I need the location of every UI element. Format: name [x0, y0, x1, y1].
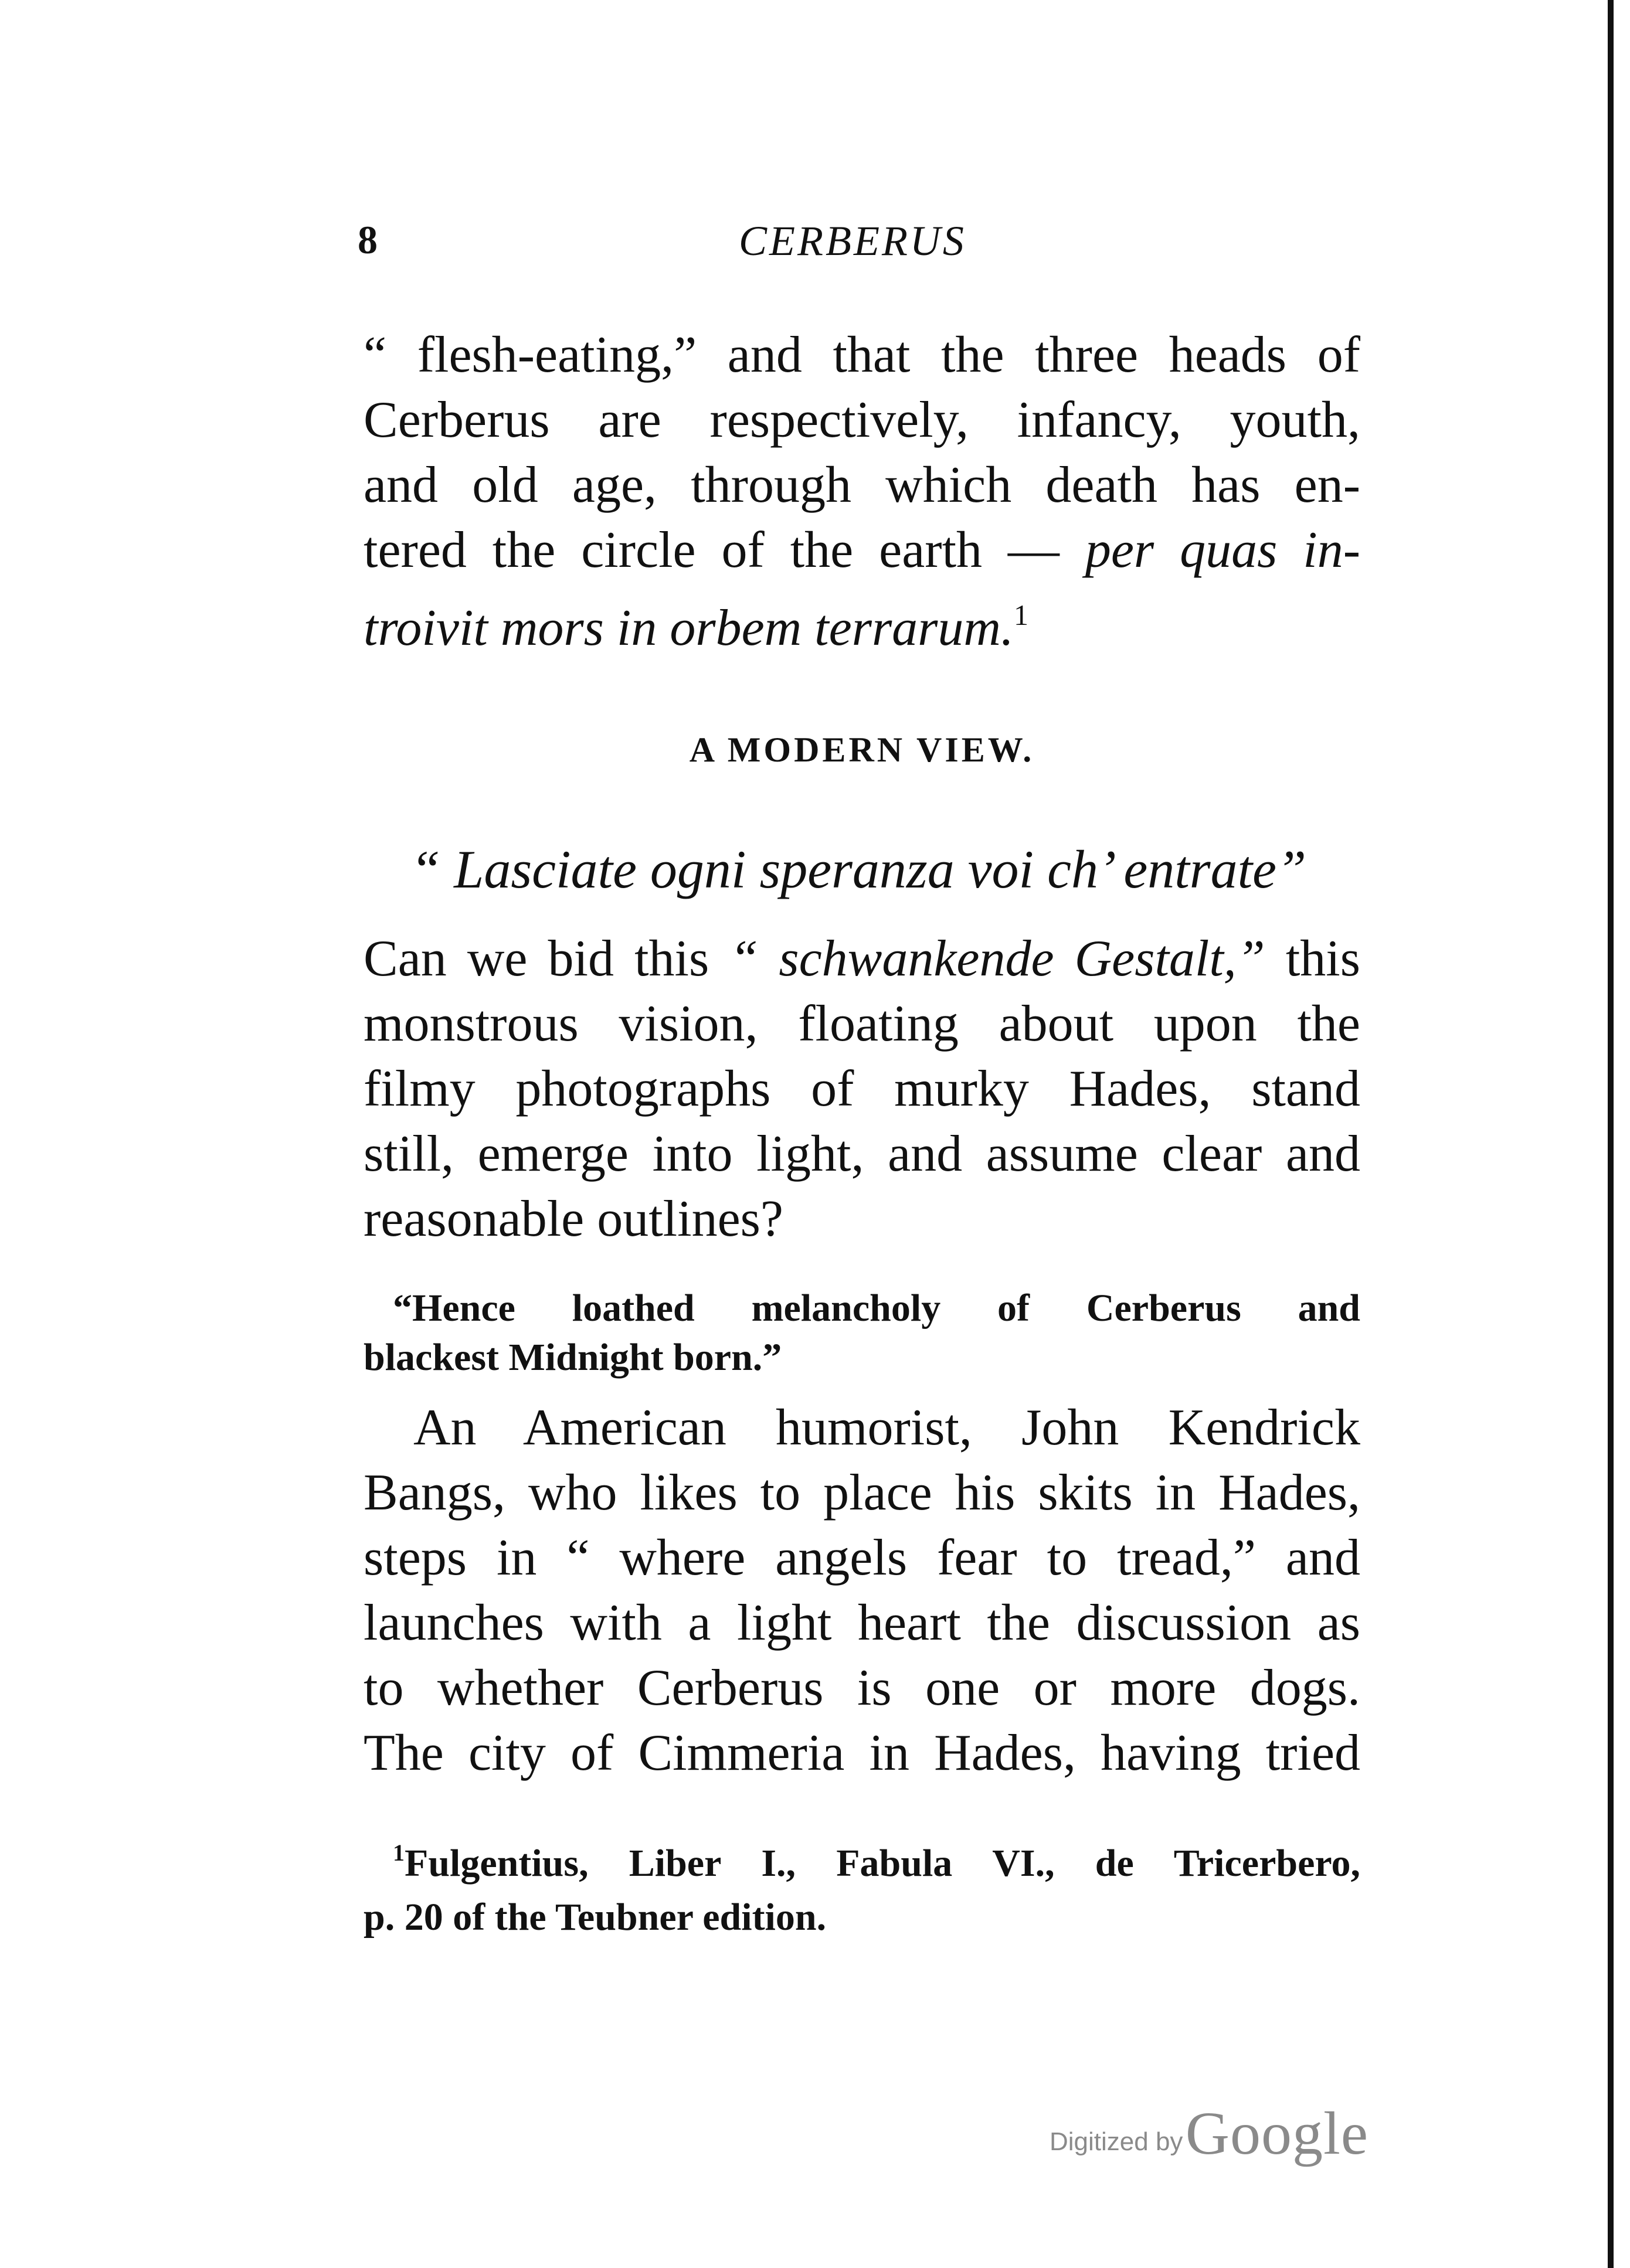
text-line: steps in “ where angels fear to tread,” and: [364, 1529, 1360, 1586]
latin-phrase: troivit mors in orbem terrarum.: [364, 600, 1014, 657]
text-line: The city of Cimmeria in Hades, having tried: [364, 1725, 1360, 1781]
footnote: [364, 1826, 1360, 1944]
page-number: 8: [358, 217, 378, 262]
quote-line: “Hence loathed melancholy of Cerberus and: [393, 1287, 1360, 1329]
text-line: reasonable outlines?: [364, 1191, 783, 1247]
text-line: [364, 518, 1360, 583]
text-line: and old age, through which death has en-: [364, 457, 1360, 514]
text-segment: this: [1265, 930, 1360, 987]
block-quote: [364, 1284, 1360, 1382]
text-line: filmy photographs of murky Hades, stand: [364, 1060, 1360, 1117]
watermark-brand: Google: [1185, 2100, 1369, 2167]
latin-phrase: per quas in-: [1085, 522, 1360, 579]
german-phrase: “ schwankende Gestalt,”: [729, 930, 1265, 987]
page-header: [358, 217, 1360, 281]
paragraph-3: [364, 1395, 1360, 1786]
footnote-line: p. 20 of the Teubner edition.: [364, 1896, 827, 1939]
section-heading: A MODERN VIEW.: [689, 730, 1035, 769]
footnote-line: [364, 1826, 1360, 1890]
text-line: Cerberus are respectively, infancy, youth,: [364, 392, 1360, 448]
footnote-text: Fulgentius, Liber I., Fabula VI., de Tricerbero,: [405, 1842, 1360, 1885]
footnote-marker: 1: [393, 1839, 405, 1866]
text-line: [364, 583, 1360, 661]
paragraph-1: [364, 322, 1360, 661]
running-title: CERBERUS: [739, 217, 966, 264]
text-line: “ flesh-eating,” and that the three heads of: [364, 327, 1360, 383]
footnote-reference: 1: [1013, 599, 1028, 631]
text-line: Bangs, who likes to place his skits in Hades,: [364, 1464, 1360, 1521]
epigraph: “ Lasciate ogni speranza voi ch’ entrate”: [410, 839, 1307, 899]
paragraph-2: [364, 926, 1360, 1252]
digitized-watermark: [1050, 2099, 1368, 2168]
text-line: to whether Cerberus is one or more dogs.: [364, 1660, 1360, 1716]
text-line: [364, 926, 1360, 991]
text-line: monstrous vision, floating about upon the: [364, 995, 1360, 1052]
page-edge-shadow: [1608, 0, 1614, 2268]
watermark-prefix: Digitized by: [1050, 2127, 1183, 2156]
text-line: still, emerge into light, and assume clear and: [364, 1126, 1360, 1182]
text-segment: tered the circle of the earth —: [364, 522, 1085, 579]
text-line: launches with a light heart the discussion as: [364, 1594, 1360, 1651]
text-segment: Can we bid this: [364, 930, 730, 987]
text-line: An American humorist, John Kendrick: [413, 1399, 1360, 1456]
quote-line: blackest Midnight born.”: [364, 1336, 782, 1379]
